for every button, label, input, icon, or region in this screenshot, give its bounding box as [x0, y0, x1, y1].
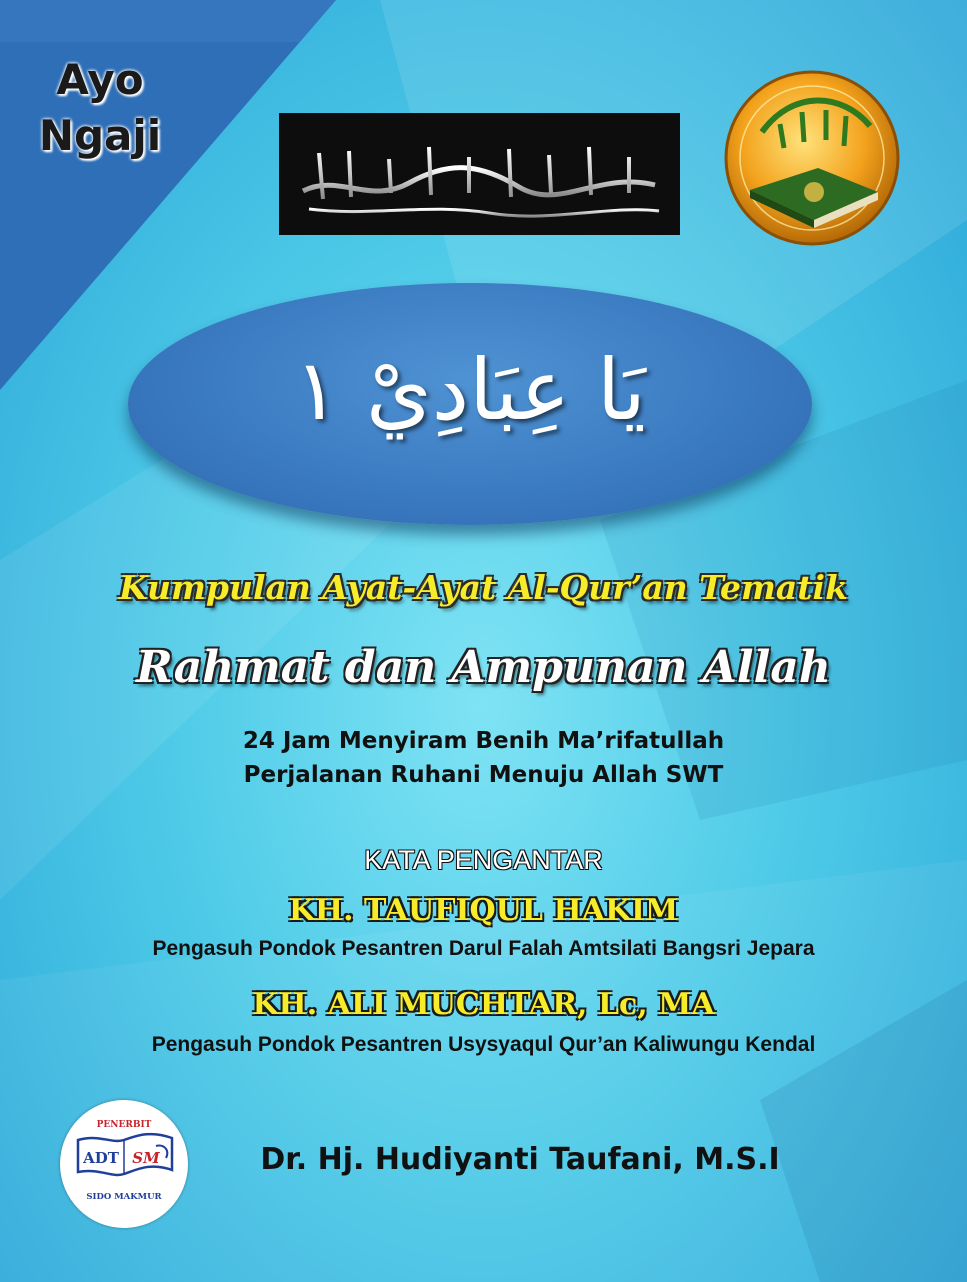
contributor-name-1: KH. TAUFIQUL HAKIM [288, 893, 679, 928]
series-badge-line2: Ngaji [38, 111, 162, 160]
series-badge-line1: Ayo [56, 55, 144, 104]
series-badge [30, 52, 170, 164]
quran-book-icon [722, 70, 902, 246]
calligraphy-box [279, 113, 680, 235]
subtitle-kumpulan: Kumpulan Ayat-Ayat Al-Qur’an Tematik [119, 568, 848, 607]
author-name: Dr. Hj. Hudiyanti Taufani, M.S.I [260, 1142, 780, 1177]
publisher-logo [60, 1100, 188, 1228]
publisher-mark-right: SM [132, 1149, 160, 1167]
contributor-role-2: Pengasuh Pondok Pesantren Usysyaqul Qur’an Kaliwungu Kendal [151, 1033, 816, 1056]
publisher-top-label: PENERBIT [96, 1120, 152, 1130]
contributor-role-1: Pengasuh Pondok Pesantren Darul Falah Amtsilati Bangsri Jepara [152, 937, 815, 960]
arabic-title: يَا عِبَادِيْ ١ [294, 341, 646, 439]
publisher-mark-left: ADT [83, 1149, 119, 1167]
subtitle-rahmat: Rahmat dan Ampunan Allah [136, 642, 831, 693]
calligraphy-artwork [279, 113, 680, 235]
tagline-2: Perjalanan Ruhani Menuju Allah SWT [243, 762, 724, 788]
publisher-bottom-label: SIDO MAKMUR [86, 1192, 162, 1202]
contributor-name-2: KH. ALI MUCHTAR, Lc, MA [252, 987, 715, 1022]
tagline-1: 24 Jam Menyiram Benih Ma’rifatullah [242, 728, 725, 754]
foreword-heading: KATA PENGANTAR [364, 845, 603, 875]
